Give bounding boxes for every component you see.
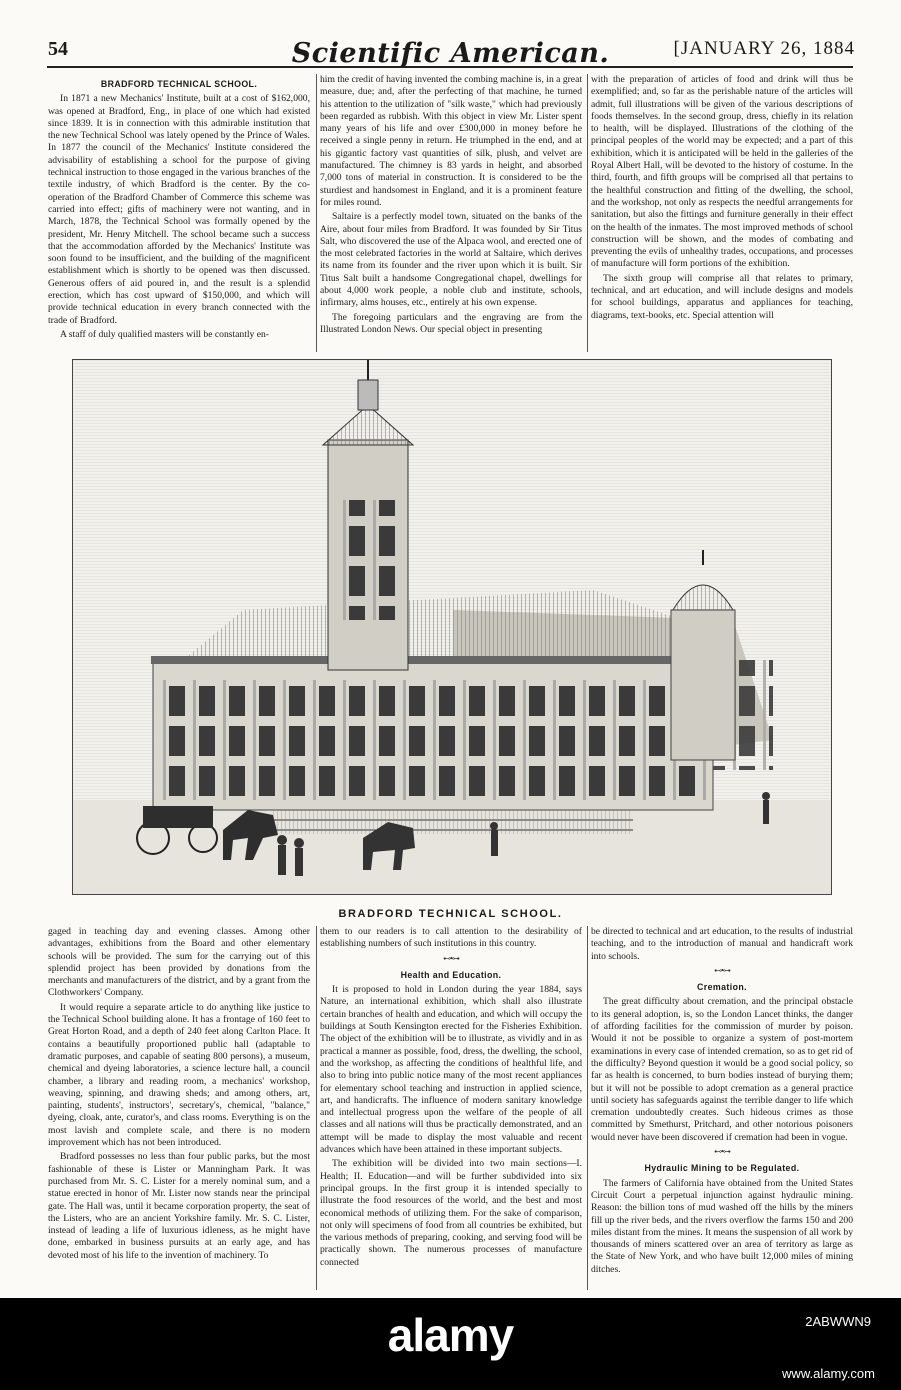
paragraph: him the credit of having invented the combing machine is, in a great measure, due; and, after the perfecting of that machine, he turned his attention to the utilization of "silk waste," which had previously been regarded as rubbish. With this object in view Mr. Lister spent many years of his life and over £300,000 in money before he received a single penny in return. He triumphed in the end, and at his gigantic factory vast quantities of silk, plush, and velvet are manufactured. The chimney is 83 yards in height, and absorbed 7,000 tons of material in construction. It is considered to be the sturdiest and handsomest in England, and it is a prominent feature for miles round.	[320, 74, 582, 208]
engraving-caption: BRADFORD TECHNICAL SCHOOL.	[338, 908, 563, 920]
paragraph: gaged in teaching day and evening classes. Among other advantages, exhibitions from the Board and other elementary schools will be provided. The sum for the carrying out of this splendid project has been provided by donations from the merchants and manufacturers of the district, and by a grant from the Clothworkers' Company.	[48, 926, 310, 999]
paragraph: The exhibition will be divided into two main sections—I. Health; II. Education—and will be further subdivided into six principal groups. In the first group it is intended specially to illustrate the food resources of the world, and the best and most economical methods of utilizing them. For the sake of comparison, not only will specimens of food from all countries be exhibited, but the various methods of preparing, cooking, and serving food will be practically shown. The numerous processes of manufacture connected	[320, 1158, 582, 1268]
article-title-hydraulic: Hydraulic Mining to be Regulated.	[644, 1163, 800, 1174]
column-3	[591, 74, 853, 354]
issue-date: [JANUARY 26, 1884	[673, 38, 855, 59]
section-ornament: ⊷•⊶	[443, 953, 459, 963]
paragraph: The farmers of California have obtained from the United States Circuit Court a perpetual injunction against hydraulic mining. Reason: the billion tons of mud washed off the hills by the miners fill up the river beds, and the rivers overflow the farms 150 and 200 miles distant from the mines. It means the suspension of all work by thousands of miners scattered over an area of territory as large as the State of New York, and who have built 12,000 miles of mining ditches.	[591, 1177, 853, 1275]
article-title-bradford: BRADFORD TECHNICAL SCHOOL.	[100, 79, 258, 89]
masthead: Scientific American.	[291, 38, 610, 69]
paragraph: In 1871 a new Mechanics' Institute, built at a cost of $162,000, was opened at Bradford, Eng., in place of one which had existed since 1839. It is in connection with this admirable institution that the new Technical School was lately opened by the Prince of Wales. In 1877 the council of the Mechanics' Institute considered the advisability of establishing a school for the purpose of giving technical instruction to those engaged in the various branches of the textile industry, of which Bradford is the center. By the co-operation of the Bradford Chamber of Commerce this scheme was carried into effect; gifts of machinery were not wanting, and in March, 1878, the Technical School was formally opened by the president, Mr. Henry Mitchell. The school became such a success that the accommodation afforded by the Mechanics' Institute was soon found to be insufficient, and the building of the magnificent establishment which is shortly to be opened was then discussed. Generous offers of aid poured in, and the result is a splendid erection, which has cost upward of $150,000, and which will provide technical education in every branch connected with the trade of Bradford.	[48, 93, 310, 326]
alamy-logo: alamy	[387, 1309, 514, 1361]
column-divider	[587, 926, 588, 1290]
paragraph: them to our readers is to call attention to the desirability of establishing numbers of such institutions in this country.	[320, 926, 582, 950]
watermark-url: www.alamy.com	[782, 1366, 875, 1381]
article-title-cremation: Cremation.	[697, 982, 747, 993]
paragraph: Bradford possesses no less than four public parks, but the most fashionable of these is Lister or Manningham Park. It was purchased from Mr. S. C. Lister for a merely nominal sum, and a statue erected in honor of Mr. Lister now stands near the principal gate. The Hall was, until it became corporation property, the seat of the Listers, who are an ancient Yorkshire family. Mr. S. C. Lister, instead of leading a life of luxurious idleness, as he might have done, embarked in business pursuits at an early age, and has devoted most of his life to the invention of machinery. To	[48, 1151, 310, 1261]
column-5	[320, 926, 582, 1294]
column-1	[48, 74, 310, 354]
paragraph: be directed to technical and art education, to the results of industrial teaching, and to the introduction of manual and handicraft work into schools.	[591, 926, 853, 962]
paragraph: It would require a separate article to do anything like justice to the Technical School building alone. It has a frontage of 160 feet to Great Horton Road, and a depth of 240 feet along Carlton Place. It contains a beautifully proportioned public hall (adaptable to dramatic purposes, and capable of seating 800 persons), a museum, chemical and dyeing laboratories, a science lecture hall, a council chamber, a library and reading room, a mechanics' workshop, weaving, spinning, and drawing sheds; and among others, art, painting, students', instructors', secretary's, chemical, "balance," dyeing, cloak, ante, curator's, and class rooms. Everything is on the most lavish and complete scale, and there is no modern improvement which has not been introduced.	[48, 1001, 310, 1149]
column-divider	[316, 926, 317, 1290]
paragraph: Saltaire is a perfectly model town, situated on the banks of the Aire, about four miles from Bradford. It was founded by Sir Titus Salt, who discovered the use of the Alpaca wool, and erected one of the most celebrated factories in the world at Saltaire, which derives its name from its founder and the river upon which it is built. Sir Titus Salt built a handsome Congregational chapel, dwellings for about 4,000 work people, a noble club and institute, schools, infirmary, alms houses, etc., entirely at his own expense.	[320, 211, 582, 309]
paragraph: The foregoing particulars and the engraving are from the Illustrated London News. Our special object in presenting	[320, 311, 582, 335]
article-title-health: Health and Education.	[400, 969, 502, 980]
bradford-school-engraving	[72, 359, 832, 895]
column-divider	[316, 74, 317, 352]
page-number: 54	[48, 38, 68, 60]
section-ornament: ⊷•⊶	[714, 965, 730, 975]
header-rule	[47, 66, 853, 68]
column-divider	[587, 74, 588, 352]
paragraph: The great difficulty about cremation, and the principal obstacle to its general adoption, is, so the London Lancet thinks, the danger of affording facilities for the commission of murder by poison. Would it not be possible to organize a system of post-mortem examinations in every case of intended cremation, so as to get rid of the difficulty? Beyond question it would be a good social policy, so far as health is concerned, to burn bodies instead of burying them; but it will not be possible to adopt cremation as a general practice until society has safeguards against the terrible danger to life which cremation undoubtedly creates. Such hideous crimes as those committed by Smethurst, Pritchard, and other notorious poisoners would never have been discovered if cremation had been in vogue.	[591, 996, 853, 1143]
paragraph: The sixth group will comprise all that relates to primary, technical, and art education, and will include designs and models for school buildings, apparatus and appliances for teaching, diagrams, text-books, etc. Special attention will	[591, 272, 853, 321]
paragraph: It is proposed to hold in London during the year 1884, says Nature, an international exhibition, which shall also illustrate certain branches of health and education, and which will occupy the buildings at South Kensington erected for the Fisheries Exhibition. The object of the exhibition will be to illustrate, as vividly and in as practical a manner as possible, food, dress, the dwelling, the school, and the workshop, as affecting the conditions of healthful life, and also to bring into public notice many of the most recent appliances for elementary school teaching and instruction in applied science, art, and handicrafts. The influence of modern sanitary knowledge and intellectual progress upon the welfare of the people of all classes and all nations will thus be practically demonstrated, and an attempt will be made to display the most valuable and recent advances which have been attained in these important subjects.	[320, 984, 582, 1156]
column-2	[320, 74, 582, 354]
section-ornament: ⊷•⊶	[714, 1147, 730, 1157]
column-4	[48, 926, 310, 1294]
column-6	[591, 926, 853, 1294]
stock-watermark-bar	[0, 1298, 901, 1390]
paragraph: with the preparation of articles of food and drink will thus be exemplified; and, so far as the perishable nature of the articles will admit, full illustrations will be given of the various descriptions of foods themselves. In the second group, dress, chiefly in its relation to health, will be displayed. Illustrations of the clothing of the principal peoples of the world may be expected; and a part of this exhibition, which it is anticipated will be held in the galleries of the Royal Albert Hall, will be devoted to the history of costume. In the third, fourth, and fifth groups will be comprised all that pertains to the healthful construction and fitting of the dwelling, the school, and the workshop, not only as respects the needful arrangements for sanitation, but also the fittings and furniture generally in their effect on the health of the inmates. The most improved methods of school construction will be shown, and the modes of combating and preventing the evils of unhealthy trades, occupations, and processes of manufacture will form portions of the exhibition.	[591, 74, 853, 270]
paragraph: A staff of duly qualified masters will be constantly en-	[60, 328, 269, 340]
image-id: 2ABWWN9	[805, 1314, 871, 1329]
